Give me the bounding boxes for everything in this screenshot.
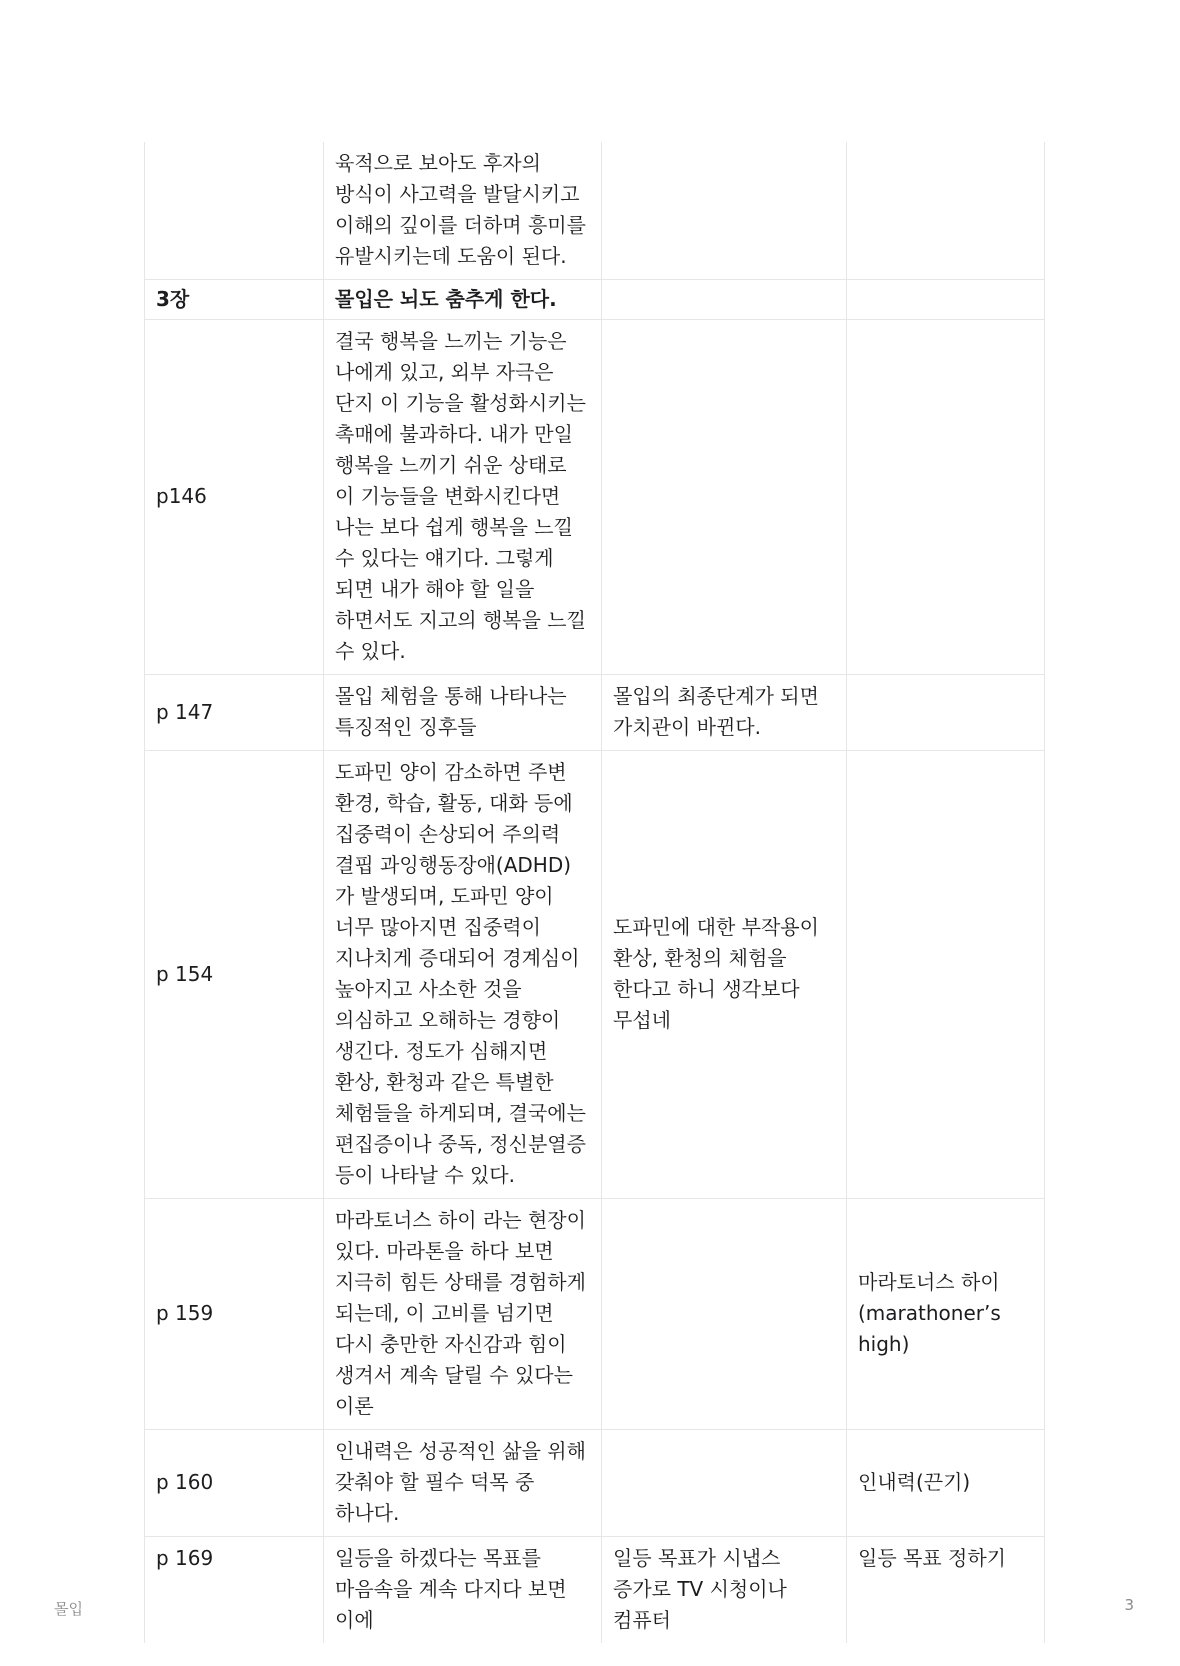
quote-cell: 마라토너스 하이 라는 현장이 있다. 마라톤을 하다 보면 지극히 힘든 상태를 경험하게 되는데, 이 고비를 넘기면 다시 충만한 자신감과 힘이 생겨서 계속 달릴 수 있다는 이론	[324, 1199, 602, 1430]
keyword-cell: 마라토너스 하이 (marathoner’s high)	[847, 1199, 1045, 1430]
table-row	[145, 1199, 1045, 1430]
page-cell: p 160	[145, 1430, 324, 1537]
thought-cell	[602, 1430, 847, 1537]
page-cell: p 169	[145, 1537, 324, 1644]
table-row	[145, 320, 1045, 675]
table-row	[145, 1537, 1045, 1644]
notes-table-region	[144, 142, 1044, 1632]
thought-cell	[602, 320, 847, 675]
footer-page-number: 3	[1124, 1596, 1134, 1614]
thought-cell: 몰입의 최종단계가 되면 가치관이 바뀐다.	[602, 675, 847, 751]
reading-notes-table	[144, 142, 1045, 1643]
keyword-cell: 일등 목표 정하기	[847, 1537, 1045, 1644]
page-cell: p 154	[145, 751, 324, 1199]
thought-cell	[602, 280, 847, 320]
thought-cell	[602, 142, 847, 280]
page-cell: p 147	[145, 675, 324, 751]
table-row	[145, 675, 1045, 751]
thought-cell: 도파민에 대한 부작용이 환상, 환청의 체험을 한다고 하니 생각보다 무섭네	[602, 751, 847, 1199]
keyword-cell	[847, 675, 1045, 751]
quote-cell: 도파민 양이 감소하면 주변 환경, 학습, 활동, 대화 등에 집중력이 손상되어 주의력 결핍 과잉행동장애(ADHD)가 발생되며, 도파민 양이 너무 많아지면 집중력이 지나치게 증대되어 경계심이 높아지고 사소한 것을 의심하고 오해하는 경향이 생긴다. 정도가 심해지면 환상, 환청과 같은 특별한 체험들을 하게되며, 결국에는 편집증이나 중독, 정신분열증 등이 나타날 수 있다.	[324, 751, 602, 1199]
quote-cell: 육적으로 보아도 후자의 방식이 사고력을 발달시키고 이해의 깊이를 더하며 흥미를 유발시키는데 도움이 된다.	[324, 142, 602, 280]
thought-cell	[602, 1199, 847, 1430]
table-row	[145, 751, 1045, 1199]
keyword-cell	[847, 751, 1045, 1199]
keyword-cell: 인내력(끈기)	[847, 1430, 1045, 1537]
chapter-row	[145, 280, 1045, 320]
thought-cell: 일등 목표가 시냅스 증가로 TV 시청이나 컴퓨터	[602, 1537, 847, 1644]
footer-document-title: 몰입	[54, 1600, 83, 1618]
table-row	[145, 1430, 1045, 1537]
page-cell	[145, 142, 324, 280]
page-cell: p 159	[145, 1199, 324, 1430]
quote-cell: 결국 행복을 느끼는 기능은 나에게 있고, 외부 자극은 단지 이 기능을 활성화시키는 촉매에 불과하다. 내가 만일 행복을 느끼기 쉬운 상태로 이 기능들을 변화시킨다면 나는 보다 쉽게 행복을 느낄 수 있다는 얘기다. 그렇게 되면 내가 해야 할 일을 하면서도 지고의 행복을 느낄 수 있다.	[324, 320, 602, 675]
page-cell: p146	[145, 320, 324, 675]
keyword-cell	[847, 280, 1045, 320]
keyword-cell	[847, 142, 1045, 280]
quote-cell: 몰입 체험을 통해 나타나는 특징적인 징후들	[324, 675, 602, 751]
keyword-cell	[847, 320, 1045, 675]
quote-cell: 인내력은 성공적인 삶을 위해 갖춰야 할 필수 덕목 중 하나다.	[324, 1430, 602, 1537]
chapter-title: 몰입은 뇌도 춤추게 한다.	[324, 280, 602, 320]
table-row	[145, 142, 1045, 280]
quote-cell: 일등을 하겠다는 목표를 마음속을 계속 다지다 보면 이에	[324, 1537, 602, 1644]
chapter-label: 3장	[145, 280, 324, 320]
